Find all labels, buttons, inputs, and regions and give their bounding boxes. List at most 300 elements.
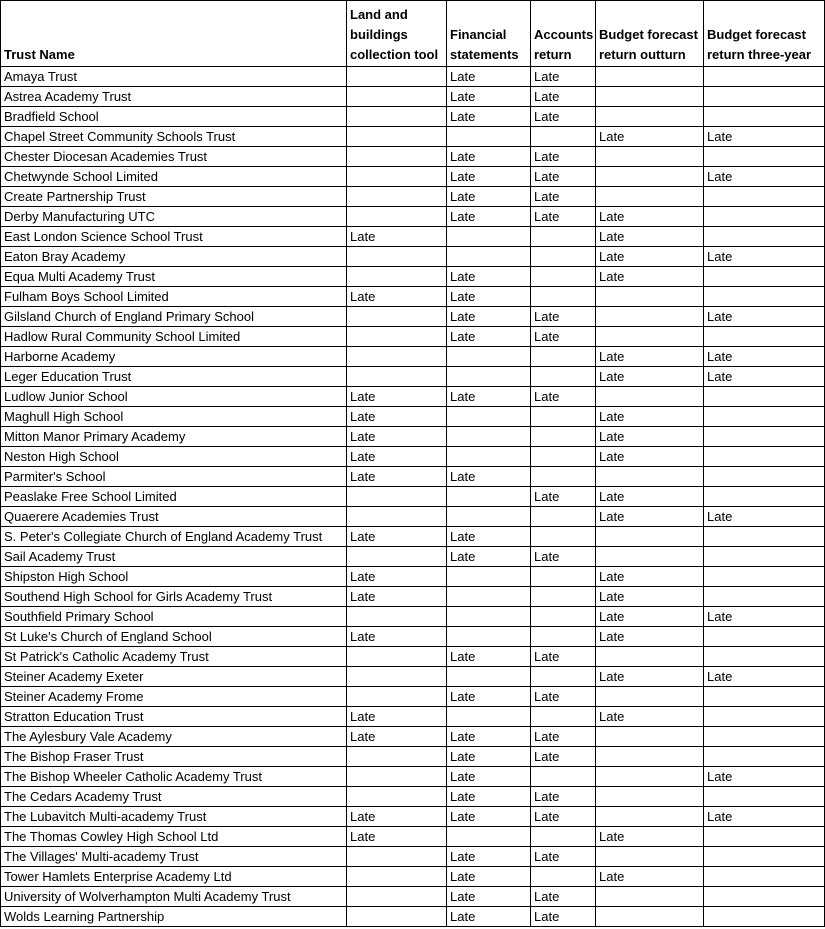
table-row bbox=[1, 687, 825, 707]
table-row bbox=[1, 847, 825, 867]
accounts-return-cell bbox=[531, 407, 596, 427]
trust-name-cell: Create Partnership Trust bbox=[1, 187, 347, 207]
land-buildings-cell bbox=[347, 907, 447, 927]
accounts-return-cell bbox=[531, 527, 596, 547]
trust-name-cell: Southfield Primary School bbox=[1, 607, 347, 627]
financial-statements-cell: Late bbox=[447, 847, 531, 867]
budget-three-year-cell: Late bbox=[704, 507, 825, 527]
accounts-return-cell: Late bbox=[531, 187, 596, 207]
trust-name-cell: Leger Education Trust bbox=[1, 367, 347, 387]
budget-three-year-cell bbox=[704, 547, 825, 567]
budget-three-year-cell: Late bbox=[704, 367, 825, 387]
financial-statements-cell bbox=[447, 627, 531, 647]
financial-statements-cell: Late bbox=[447, 307, 531, 327]
trust-name-cell: The Cedars Academy Trust bbox=[1, 787, 347, 807]
financial-statements-cell bbox=[447, 667, 531, 687]
budget-three-year-cell bbox=[704, 647, 825, 667]
accounts-return-cell: Late bbox=[531, 647, 596, 667]
land-buildings-cell: Late bbox=[347, 427, 447, 447]
budget-outturn-cell: Late bbox=[596, 207, 704, 227]
accounts-return-cell bbox=[531, 367, 596, 387]
trust-name-cell: Quaerere Academies Trust bbox=[1, 507, 347, 527]
accounts-return-cell: Late bbox=[531, 307, 596, 327]
budget-outturn-cell bbox=[596, 747, 704, 767]
budget-outturn-cell: Late bbox=[596, 407, 704, 427]
table-row bbox=[1, 507, 825, 527]
header-budget-outturn: Budget forecast return outturn bbox=[596, 1, 704, 67]
financial-statements-cell: Late bbox=[447, 867, 531, 887]
budget-outturn-cell: Late bbox=[596, 227, 704, 247]
financial-statements-cell: Late bbox=[447, 727, 531, 747]
financial-statements-cell: Late bbox=[447, 687, 531, 707]
financial-statements-cell: Late bbox=[447, 907, 531, 927]
table-row bbox=[1, 167, 825, 187]
table-row bbox=[1, 547, 825, 567]
trust-name-cell: Gilsland Church of England Primary School bbox=[1, 307, 347, 327]
budget-three-year-cell: Late bbox=[704, 807, 825, 827]
land-buildings-cell bbox=[347, 747, 447, 767]
budget-outturn-cell: Late bbox=[596, 367, 704, 387]
accounts-return-cell bbox=[531, 587, 596, 607]
trust-name-cell: Steiner Academy Frome bbox=[1, 687, 347, 707]
budget-three-year-cell bbox=[704, 587, 825, 607]
budget-outturn-cell bbox=[596, 387, 704, 407]
table-row bbox=[1, 627, 825, 647]
table-row bbox=[1, 467, 825, 487]
budget-outturn-cell bbox=[596, 467, 704, 487]
budget-outturn-cell: Late bbox=[596, 827, 704, 847]
budget-three-year-cell bbox=[704, 187, 825, 207]
accounts-return-cell bbox=[531, 607, 596, 627]
table-row bbox=[1, 747, 825, 767]
table-row bbox=[1, 127, 825, 147]
table-row bbox=[1, 247, 825, 267]
land-buildings-cell: Late bbox=[347, 707, 447, 727]
table-header bbox=[1, 1, 825, 67]
budget-outturn-cell bbox=[596, 307, 704, 327]
budget-three-year-cell bbox=[704, 147, 825, 167]
budget-three-year-cell: Late bbox=[704, 307, 825, 327]
accounts-return-cell: Late bbox=[531, 907, 596, 927]
land-buildings-cell bbox=[347, 867, 447, 887]
land-buildings-cell: Late bbox=[347, 467, 447, 487]
land-buildings-cell bbox=[347, 307, 447, 327]
accounts-return-cell bbox=[531, 127, 596, 147]
trust-name-cell: Amaya Trust bbox=[1, 67, 347, 87]
financial-statements-cell: Late bbox=[447, 747, 531, 767]
accounts-return-cell bbox=[531, 247, 596, 267]
financial-statements-cell: Late bbox=[447, 767, 531, 787]
header-row bbox=[1, 1, 825, 67]
trust-name-cell: Hadlow Rural Community School Limited bbox=[1, 327, 347, 347]
financial-statements-cell: Late bbox=[447, 787, 531, 807]
accounts-return-cell: Late bbox=[531, 787, 596, 807]
budget-outturn-cell: Late bbox=[596, 627, 704, 647]
trust-name-cell: Neston High School bbox=[1, 447, 347, 467]
land-buildings-cell bbox=[347, 507, 447, 527]
land-buildings-cell: Late bbox=[347, 227, 447, 247]
budget-three-year-cell: Late bbox=[704, 247, 825, 267]
financial-statements-cell: Late bbox=[447, 207, 531, 227]
budget-three-year-cell bbox=[704, 327, 825, 347]
financial-statements-cell: Late bbox=[447, 807, 531, 827]
financial-statements-cell bbox=[447, 587, 531, 607]
accounts-return-cell bbox=[531, 767, 596, 787]
financial-statements-cell bbox=[447, 227, 531, 247]
financial-statements-cell bbox=[447, 427, 531, 447]
table-row bbox=[1, 807, 825, 827]
land-buildings-cell bbox=[347, 87, 447, 107]
budget-three-year-cell bbox=[704, 747, 825, 767]
table-row bbox=[1, 267, 825, 287]
budget-outturn-cell bbox=[596, 187, 704, 207]
financial-statements-cell bbox=[447, 347, 531, 367]
budget-outturn-cell bbox=[596, 67, 704, 87]
table-row bbox=[1, 107, 825, 127]
budget-three-year-cell: Late bbox=[704, 347, 825, 367]
table-row bbox=[1, 827, 825, 847]
financial-statements-cell: Late bbox=[447, 887, 531, 907]
land-buildings-cell: Late bbox=[347, 727, 447, 747]
accounts-return-cell: Late bbox=[531, 847, 596, 867]
budget-three-year-cell bbox=[704, 207, 825, 227]
accounts-return-cell: Late bbox=[531, 327, 596, 347]
land-buildings-cell bbox=[347, 187, 447, 207]
trust-name-cell: Steiner Academy Exeter bbox=[1, 667, 347, 687]
table-row bbox=[1, 447, 825, 467]
land-buildings-cell bbox=[347, 767, 447, 787]
budget-outturn-cell bbox=[596, 87, 704, 107]
financial-statements-cell: Late bbox=[447, 147, 531, 167]
table-row bbox=[1, 347, 825, 367]
trust-name-cell: Chetwynde School Limited bbox=[1, 167, 347, 187]
budget-three-year-cell bbox=[704, 707, 825, 727]
financial-statements-cell bbox=[447, 487, 531, 507]
trust-name-cell: Wolds Learning Partnership bbox=[1, 907, 347, 927]
table-row bbox=[1, 727, 825, 747]
accounts-return-cell bbox=[531, 467, 596, 487]
accounts-return-cell: Late bbox=[531, 727, 596, 747]
accounts-return-cell: Late bbox=[531, 547, 596, 567]
trust-name-cell: St Luke's Church of England School bbox=[1, 627, 347, 647]
accounts-return-cell bbox=[531, 267, 596, 287]
budget-three-year-cell bbox=[704, 467, 825, 487]
budget-three-year-cell bbox=[704, 627, 825, 647]
land-buildings-cell bbox=[347, 147, 447, 167]
budget-three-year-cell: Late bbox=[704, 127, 825, 147]
land-buildings-cell bbox=[347, 887, 447, 907]
trust-name-cell: The Bishop Wheeler Catholic Academy Trust bbox=[1, 767, 347, 787]
budget-three-year-cell bbox=[704, 107, 825, 127]
trust-name-cell: Harborne Academy bbox=[1, 347, 347, 367]
financial-statements-cell: Late bbox=[447, 527, 531, 547]
budget-three-year-cell bbox=[704, 687, 825, 707]
budget-three-year-cell bbox=[704, 267, 825, 287]
budget-outturn-cell: Late bbox=[596, 867, 704, 887]
land-buildings-cell bbox=[347, 67, 447, 87]
budget-three-year-cell: Late bbox=[704, 167, 825, 187]
financial-statements-cell bbox=[447, 507, 531, 527]
financial-statements-cell: Late bbox=[447, 67, 531, 87]
table-row bbox=[1, 147, 825, 167]
trust-name-cell: Mitton Manor Primary Academy bbox=[1, 427, 347, 447]
trust-name-cell: Equa Multi Academy Trust bbox=[1, 267, 347, 287]
table-row bbox=[1, 667, 825, 687]
land-buildings-cell bbox=[347, 247, 447, 267]
trust-name-cell: S. Peter's Collegiate Church of England Academy Trust bbox=[1, 527, 347, 547]
budget-three-year-cell: Late bbox=[704, 607, 825, 627]
accounts-return-cell: Late bbox=[531, 167, 596, 187]
budget-outturn-cell bbox=[596, 887, 704, 907]
accounts-return-cell: Late bbox=[531, 67, 596, 87]
trust-name-cell: St Patrick's Catholic Academy Trust bbox=[1, 647, 347, 667]
table-body bbox=[1, 67, 825, 927]
budget-outturn-cell bbox=[596, 167, 704, 187]
financial-statements-cell bbox=[447, 607, 531, 627]
financial-statements-cell bbox=[447, 707, 531, 727]
budget-outturn-cell: Late bbox=[596, 267, 704, 287]
accounts-return-cell: Late bbox=[531, 807, 596, 827]
table-row bbox=[1, 367, 825, 387]
accounts-return-cell bbox=[531, 447, 596, 467]
budget-outturn-cell: Late bbox=[596, 347, 704, 367]
financial-statements-cell: Late bbox=[447, 327, 531, 347]
budget-three-year-cell bbox=[704, 67, 825, 87]
table-row bbox=[1, 867, 825, 887]
land-buildings-cell: Late bbox=[347, 827, 447, 847]
accounts-return-cell bbox=[531, 667, 596, 687]
budget-three-year-cell bbox=[704, 387, 825, 407]
table-row bbox=[1, 887, 825, 907]
table-row bbox=[1, 67, 825, 87]
budget-outturn-cell bbox=[596, 787, 704, 807]
budget-outturn-cell: Late bbox=[596, 247, 704, 267]
financial-statements-cell bbox=[447, 127, 531, 147]
accounts-return-cell: Late bbox=[531, 387, 596, 407]
financial-statements-cell bbox=[447, 567, 531, 587]
trust-name-cell: Chester Diocesan Academies Trust bbox=[1, 147, 347, 167]
land-buildings-cell: Late bbox=[347, 447, 447, 467]
accounts-return-cell bbox=[531, 707, 596, 727]
land-buildings-cell: Late bbox=[347, 387, 447, 407]
trust-name-cell: Sail Academy Trust bbox=[1, 547, 347, 567]
header-accounts-return: Accounts return bbox=[531, 1, 596, 67]
accounts-return-cell bbox=[531, 567, 596, 587]
trust-name-cell: Peaslake Free School Limited bbox=[1, 487, 347, 507]
accounts-return-cell bbox=[531, 507, 596, 527]
land-buildings-cell bbox=[347, 847, 447, 867]
land-buildings-cell bbox=[347, 647, 447, 667]
budget-outturn-cell: Late bbox=[596, 127, 704, 147]
trust-name-cell: University of Wolverhampton Multi Academy Trust bbox=[1, 887, 347, 907]
budget-outturn-cell: Late bbox=[596, 487, 704, 507]
table-row bbox=[1, 607, 825, 627]
budget-outturn-cell bbox=[596, 727, 704, 747]
financial-statements-cell bbox=[447, 447, 531, 467]
financial-statements-cell: Late bbox=[447, 187, 531, 207]
budget-three-year-cell bbox=[704, 567, 825, 587]
land-buildings-cell: Late bbox=[347, 627, 447, 647]
accounts-return-cell: Late bbox=[531, 147, 596, 167]
budget-outturn-cell: Late bbox=[596, 507, 704, 527]
land-buildings-cell bbox=[347, 667, 447, 687]
budget-three-year-cell bbox=[704, 427, 825, 447]
header-budget-three-year: Budget forecast return three-year bbox=[704, 1, 825, 67]
financial-statements-cell: Late bbox=[447, 387, 531, 407]
budget-three-year-cell bbox=[704, 727, 825, 747]
trust-name-cell: Stratton Education Trust bbox=[1, 707, 347, 727]
budget-outturn-cell: Late bbox=[596, 607, 704, 627]
budget-outturn-cell bbox=[596, 807, 704, 827]
accounts-return-cell: Late bbox=[531, 687, 596, 707]
trust-name-cell: Chapel Street Community Schools Trust bbox=[1, 127, 347, 147]
financial-statements-cell bbox=[447, 247, 531, 267]
budget-three-year-cell bbox=[704, 87, 825, 107]
budget-outturn-cell: Late bbox=[596, 707, 704, 727]
land-buildings-cell bbox=[347, 127, 447, 147]
budget-three-year-cell bbox=[704, 887, 825, 907]
table-row bbox=[1, 707, 825, 727]
accounts-return-cell: Late bbox=[531, 487, 596, 507]
budget-three-year-cell bbox=[704, 907, 825, 927]
financial-statements-cell bbox=[447, 407, 531, 427]
budget-outturn-cell: Late bbox=[596, 427, 704, 447]
budget-three-year-cell: Late bbox=[704, 767, 825, 787]
accounts-return-cell: Late bbox=[531, 887, 596, 907]
budget-three-year-cell bbox=[704, 407, 825, 427]
land-buildings-cell bbox=[347, 547, 447, 567]
budget-three-year-cell bbox=[704, 487, 825, 507]
table-row bbox=[1, 907, 825, 927]
financial-statements-cell: Late bbox=[447, 167, 531, 187]
trust-name-cell: Astrea Academy Trust bbox=[1, 87, 347, 107]
trust-name-cell: Southend High School for Girls Academy Trust bbox=[1, 587, 347, 607]
financial-statements-cell: Late bbox=[447, 467, 531, 487]
table-row bbox=[1, 87, 825, 107]
accounts-return-cell bbox=[531, 227, 596, 247]
budget-outturn-cell bbox=[596, 847, 704, 867]
financial-statements-cell bbox=[447, 367, 531, 387]
table-row bbox=[1, 287, 825, 307]
budget-outturn-cell: Late bbox=[596, 587, 704, 607]
financial-statements-cell: Late bbox=[447, 287, 531, 307]
table-row bbox=[1, 587, 825, 607]
trust-name-cell: The Aylesbury Vale Academy bbox=[1, 727, 347, 747]
financial-statements-cell bbox=[447, 827, 531, 847]
trust-name-cell: Eaton Bray Academy bbox=[1, 247, 347, 267]
trust-name-cell: Tower Hamlets Enterprise Academy Ltd bbox=[1, 867, 347, 887]
table-row bbox=[1, 767, 825, 787]
table-row bbox=[1, 487, 825, 507]
table-row bbox=[1, 647, 825, 667]
financial-statements-cell: Late bbox=[447, 647, 531, 667]
financial-statements-cell: Late bbox=[447, 107, 531, 127]
land-buildings-cell: Late bbox=[347, 807, 447, 827]
accounts-return-cell bbox=[531, 867, 596, 887]
budget-three-year-cell bbox=[704, 847, 825, 867]
accounts-return-cell bbox=[531, 427, 596, 447]
accounts-return-cell bbox=[531, 827, 596, 847]
trust-name-cell: The Bishop Fraser Trust bbox=[1, 747, 347, 767]
financial-statements-cell: Late bbox=[447, 547, 531, 567]
trust-name-cell: East London Science School Trust bbox=[1, 227, 347, 247]
land-buildings-cell bbox=[347, 207, 447, 227]
trust-name-cell: Parmiter's School bbox=[1, 467, 347, 487]
budget-outturn-cell bbox=[596, 907, 704, 927]
table-row bbox=[1, 307, 825, 327]
budget-outturn-cell bbox=[596, 767, 704, 787]
table-row bbox=[1, 427, 825, 447]
land-buildings-cell bbox=[347, 167, 447, 187]
budget-three-year-cell: Late bbox=[704, 667, 825, 687]
land-buildings-cell bbox=[347, 107, 447, 127]
budget-outturn-cell bbox=[596, 327, 704, 347]
budget-outturn-cell bbox=[596, 647, 704, 667]
budget-outturn-cell bbox=[596, 147, 704, 167]
table-row bbox=[1, 187, 825, 207]
trust-name-cell: Fulham Boys School Limited bbox=[1, 287, 347, 307]
budget-outturn-cell bbox=[596, 687, 704, 707]
budget-three-year-cell bbox=[704, 867, 825, 887]
land-buildings-cell: Late bbox=[347, 287, 447, 307]
accounts-return-cell: Late bbox=[531, 107, 596, 127]
table-row bbox=[1, 387, 825, 407]
budget-three-year-cell bbox=[704, 827, 825, 847]
land-buildings-cell: Late bbox=[347, 587, 447, 607]
accounts-return-cell: Late bbox=[531, 207, 596, 227]
trust-name-cell: The Thomas Cowley High School Ltd bbox=[1, 827, 347, 847]
budget-three-year-cell bbox=[704, 787, 825, 807]
land-buildings-cell bbox=[347, 607, 447, 627]
budget-three-year-cell bbox=[704, 447, 825, 467]
budget-outturn-cell bbox=[596, 527, 704, 547]
accounts-return-cell bbox=[531, 287, 596, 307]
land-buildings-cell bbox=[347, 327, 447, 347]
table-row bbox=[1, 327, 825, 347]
table-row bbox=[1, 407, 825, 427]
table-row bbox=[1, 527, 825, 547]
accounts-return-cell: Late bbox=[531, 747, 596, 767]
trust-name-cell: Ludlow Junior School bbox=[1, 387, 347, 407]
accounts-return-cell bbox=[531, 347, 596, 367]
land-buildings-cell: Late bbox=[347, 407, 447, 427]
budget-outturn-cell bbox=[596, 547, 704, 567]
budget-outturn-cell: Late bbox=[596, 567, 704, 587]
land-buildings-cell bbox=[347, 267, 447, 287]
budget-outturn-cell bbox=[596, 287, 704, 307]
land-buildings-cell bbox=[347, 367, 447, 387]
land-buildings-cell bbox=[347, 487, 447, 507]
trust-name-cell: Shipston High School bbox=[1, 567, 347, 587]
budget-three-year-cell bbox=[704, 527, 825, 547]
accounts-return-cell bbox=[531, 627, 596, 647]
trust-name-cell: Maghull High School bbox=[1, 407, 347, 427]
land-buildings-cell: Late bbox=[347, 567, 447, 587]
table-row bbox=[1, 567, 825, 587]
trust-name-cell: The Lubavitch Multi-academy Trust bbox=[1, 807, 347, 827]
header-financial-statements: Financial statements bbox=[447, 1, 531, 67]
financial-statements-cell: Late bbox=[447, 87, 531, 107]
budget-outturn-cell bbox=[596, 107, 704, 127]
budget-three-year-cell bbox=[704, 227, 825, 247]
accounts-return-cell: Late bbox=[531, 87, 596, 107]
trust-name-cell: Bradfield School bbox=[1, 107, 347, 127]
header-trust-name: Trust Name bbox=[1, 1, 347, 67]
trust-name-cell: Derby Manufacturing UTC bbox=[1, 207, 347, 227]
budget-outturn-cell: Late bbox=[596, 447, 704, 467]
land-buildings-cell bbox=[347, 787, 447, 807]
land-buildings-cell: Late bbox=[347, 527, 447, 547]
